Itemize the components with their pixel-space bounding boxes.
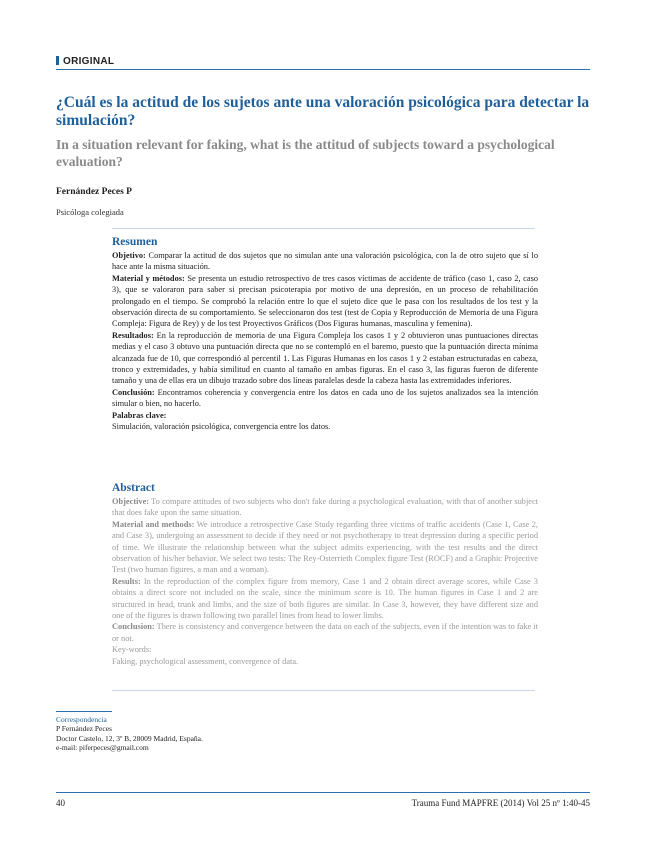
correspondence-heading: Correspondencia <box>56 715 107 724</box>
conclusion-en-label: Conclusion: <box>112 622 155 632</box>
resultados-label: Resultados: <box>112 330 154 340</box>
resumen-keywords: Simulación, valoración psicológica, convergencia entre los datos. <box>112 422 331 432</box>
correspondence-block <box>56 715 203 752</box>
abstract-heading: Abstract <box>112 482 155 494</box>
objetivo-label: Objetivo: <box>112 251 146 260</box>
abstract-material <box>112 519 538 576</box>
abstract-keywords: Faking, psychological assessment, convergence of data. <box>112 656 299 666</box>
abstract-results <box>112 576 538 622</box>
section-marker <box>56 56 59 65</box>
correspondence-address: Doctor Castelo, 12, 3º B, 28009 Madrid, España. <box>56 733 203 743</box>
abstract-objective <box>112 496 538 519</box>
resumen-resultados <box>112 330 538 387</box>
objective-label: Objective: <box>112 497 150 506</box>
journal-citation: Trauma Fund MAPFRE (2014) Vol 25 nº 1:40-45 <box>411 798 590 808</box>
resumen-objetivo <box>112 250 538 273</box>
material-label: Material y métodos: <box>112 273 185 283</box>
correspondence-rule <box>56 711 112 712</box>
abstract-block <box>112 482 538 667</box>
conclusion-label: Conclusión: <box>112 387 155 397</box>
resumen-keywords-label <box>112 410 538 421</box>
results-text: In the reproduction of the complex figure from memory, Case 1 and 2 obtain direct average scores, while Case 3 obtains a direct score not included on the scale, since the minimum score is 10. The human figures in Case 1 and 2 are structured in head, trunk and limbs, and the size of both figures are similar. In Case 3, however, they have different size and one of the figures is drawn following two parallel lines from head to lower limbs. <box>112 576 538 621</box>
correspondence-name: P Fernández Peces <box>56 724 112 734</box>
resultados-text: En la reproducción de memoria de una Figura Compleja los casos 1 y 2 obtuvieron unas puntuaciones directas medias y el caso 3 obtuvo una puntuación directa que no se contempló en el baremo, puesto que la puntuación directa mínima alcanzada fue de 10, que correspondió al percentil 1. Las Figuras Humanas en los casos 1 y 2 estaban estructuradas en cabeza, tronco y extremidades, y había similitud en cuanto al tamaño en ambas figuras. En el caso 3, las figuras fueron de diferente tamaño y una de ellas era un dibujo trazado sobre dos líneas paralelas desde la cabeza hasta las extremidades inferiores. <box>112 330 539 386</box>
objective-text: To compare attitudes of two subjects who don't fake during a psychological evaluation, with that of another subject that does fake upon the same situation. <box>112 497 538 518</box>
resumen-top-rule <box>112 228 535 229</box>
section-text: ORIGINAL <box>63 56 115 67</box>
footer-rule <box>56 792 590 793</box>
results-label: Results: <box>112 576 141 586</box>
resumen-conclusion <box>112 387 538 410</box>
material-text: Se presenta un estudio retrospectivo de tres casos víctimas de accidente de tráfico (caso 1, caso 2, caso 3), que se valoraron para saber si precisan psicoterapia por motivo de una depresión, en un proceso de rehabilitación prolongado en el tiempo. Se comprobó la relación entre lo que el sujeto dice que le pasa con los resultados de los test y la observación directa de su comportamiento. Se seleccionaron dos test (test de Copia y Reproducción de Memoria de una Figura Compleja: Figura de Rey) y de los test Proyectivos Gráficos (Dos Figuras humanas, masculina y femenina). <box>112 273 538 329</box>
abstract-bottom-rule <box>112 690 535 691</box>
correspondence-email[interactable]: e-mail: piferpeces@gmail.com <box>56 742 149 752</box>
header-rule <box>56 69 590 70</box>
title-spanish: ¿Cuál es la actitud de los sujetos ante una valoración psicológica para detectar la simulación? <box>56 94 590 129</box>
author: Fernández Peces P <box>56 187 132 197</box>
section-label <box>56 56 114 67</box>
abstract-keywords-label: Key-words: <box>112 645 152 655</box>
material-methods-text: We introduce a retrospective Case Study regarding three victims of traffic accidents (Case 1, Case 2, and Case 3), undergoing an assessment to decide if they need or not psychotherapy to treat depression during a specific period of time. We illustrate the relationship between what the subject admits experiencing, with the test results and the direct observation of his/her behavior. We select two tests: The Rey-Osterrieth Complex figure Test (ROCF) and a Graphic Projective Test (two human figures, a man and a woman). <box>112 519 539 575</box>
page-number: 40 <box>56 798 65 808</box>
affiliation: Psicóloga colegiada <box>56 207 124 217</box>
resumen-block <box>112 236 538 433</box>
palabras-clave-label: Palabras clave: <box>112 410 167 420</box>
resumen-heading: Resumen <box>112 236 158 248</box>
conclusion-text: Encontramos coherencia y convergencia entre los datos en cada uno de los sujetos analizados sea la intención simular o bien, no hacerlo. <box>112 387 538 409</box>
abstract-conclusion <box>112 621 538 644</box>
resumen-material <box>112 273 538 330</box>
title-english: In a situation relevant for faking, what is the attitud of subjects toward a psychological evaluation? <box>56 137 555 169</box>
material-methods-label: Material and methods: <box>112 519 195 529</box>
conclusion-en-text: There is consistency and convergence between the data on each of the subjects, even if the intention was to fake it or not. <box>112 622 538 643</box>
objetivo-text: Comparar la actitud de dos sujetos que no simulan ante una valoración psicológica, con la de otro sujeto que sí lo hace ante la misma situación. <box>112 251 538 272</box>
